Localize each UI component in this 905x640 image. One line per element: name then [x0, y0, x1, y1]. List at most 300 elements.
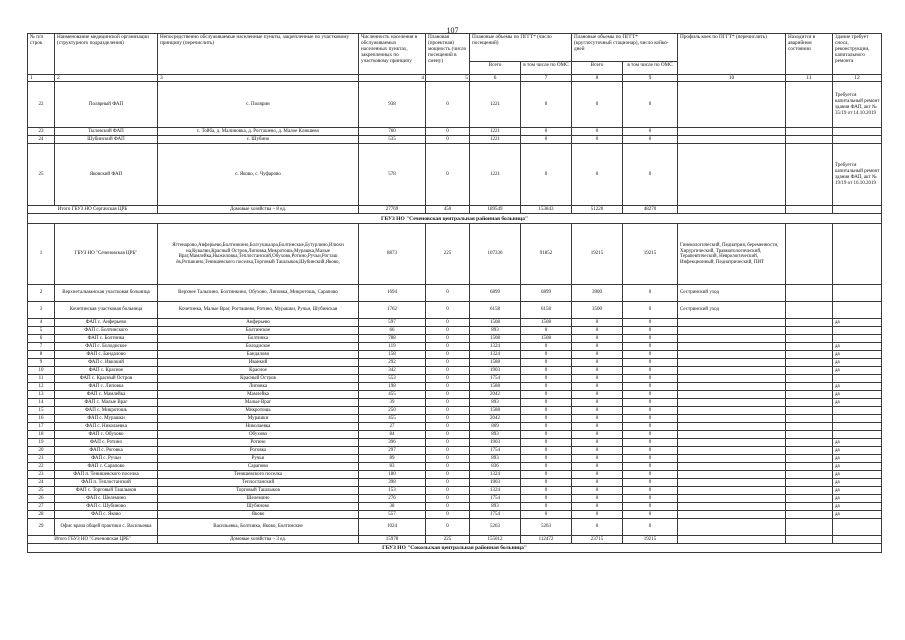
header-emergency: Находится в аварийном состоянии: [786, 34, 833, 75]
total-visits: 155012: [470, 536, 521, 544]
table-row: [28, 439, 882, 447]
visits-oms: 6158: [521, 302, 572, 319]
capacity: 0: [426, 495, 470, 503]
bed-profile: [678, 479, 786, 487]
visits-total: 893: [470, 327, 521, 335]
bed-days-total: 0: [572, 415, 623, 423]
emergency-status: [786, 439, 833, 447]
emergency-status: [786, 144, 833, 206]
service-areas: Микротошь: [158, 407, 359, 415]
service-areas: Ягтенарово,Анферьево,Болтинкино,Болгушкалра,Болтинские,Бутурлино,Илюхи на,Кувалии,Красный Остров,Липовка,Микротошь,Мурашка,Малые Враг,Мамлейка,Ныжиловка,Теплостанский,Обухово,Ротино,Ручьи,Рогташ ёв,Ротшкино,Тенишевского поселка,Торговый Ташлыков,Шубинский,Яково,: [158, 224, 359, 285]
emergency-status: [786, 463, 833, 471]
visits-total: 1588: [470, 359, 521, 367]
header-bed-days-volume: Плановые объемы по ПГГТ* (круглосуточный стационар), число койко-дней: [572, 34, 678, 62]
emergency-status: [786, 415, 833, 423]
facilities-table: [27, 33, 882, 553]
bed-days-oms: 0: [623, 479, 678, 487]
row-number: 21: [28, 455, 55, 463]
population: 455: [359, 415, 426, 423]
bed-days-total: 0: [572, 407, 623, 415]
total-population: 27769: [359, 206, 426, 214]
visits-oms: 0: [521, 439, 572, 447]
capacity: 0: [426, 319, 470, 327]
bed-days-oms: 0: [623, 463, 678, 471]
emergency-status: [786, 423, 833, 431]
service-areas: Анферьево: [158, 319, 359, 327]
total-bed-days: 23715: [572, 536, 623, 544]
capacity: 0: [426, 383, 470, 391]
bed-days-total: 0: [572, 447, 623, 455]
population: 553: [359, 375, 426, 383]
repair-status: [833, 375, 882, 383]
facility-name: ФАП с. Ручьи: [55, 455, 158, 463]
total-row: [28, 536, 882, 544]
facility-name: ФАП п. Теплостанский: [55, 479, 158, 487]
emergency-status: [786, 479, 833, 487]
bed-profile: [678, 511, 786, 519]
facility-name: ФАП с. Микротошь: [55, 407, 158, 415]
column-number: 11: [786, 75, 833, 82]
repair-status: да: [833, 455, 882, 463]
visits-total: 2042: [470, 415, 521, 423]
capacity: 0: [426, 302, 470, 319]
bed-profile: [678, 439, 786, 447]
service-areas: Шелемино: [158, 495, 359, 503]
bed-days-total: 0: [572, 391, 623, 399]
facility-name: ФАП с. Шелемино: [55, 495, 158, 503]
capacity: 0: [426, 503, 470, 511]
repair-status: [833, 431, 882, 439]
population: 535: [359, 136, 426, 144]
table-row: [28, 503, 882, 511]
emergency-status: [786, 391, 833, 399]
emergency-status: [786, 319, 833, 327]
column-number: 2: [55, 75, 158, 82]
capacity: 225: [426, 224, 470, 285]
facility-name: ФАП с. Торговый Ташлыков: [55, 487, 158, 495]
row-number: 11: [28, 375, 55, 383]
service-areas: Малые Враг: [158, 399, 359, 407]
population: 158: [359, 351, 426, 359]
population: 597: [359, 319, 426, 327]
total-visits-oms: 153843: [521, 206, 572, 214]
capacity: 0: [426, 431, 470, 439]
emergency-status: [786, 407, 833, 415]
population: 153: [359, 487, 426, 495]
bed-days-oms: 0: [623, 327, 678, 335]
table-row: [28, 82, 882, 128]
visits-oms: 1508: [521, 319, 572, 327]
facility-name: ГБУЗ НО "Сеченовская ЦРБ": [55, 224, 158, 285]
visits-oms: 0: [521, 351, 572, 359]
capacity: 0: [426, 343, 470, 351]
bed-days-total: 0: [572, 519, 623, 536]
bed-days-oms: 0: [623, 375, 678, 383]
visits-oms: 0: [521, 423, 572, 431]
emergency-status: [786, 471, 833, 479]
service-areas: Торговый Ташлыков: [158, 487, 359, 495]
service-areas: Васильевка, Болтинка, Яково, Болтинские: [158, 519, 359, 536]
header-visits-oms: в том числе по ОМС: [521, 62, 572, 75]
facility-name: ФАП с. Болтинка: [55, 335, 158, 343]
facility-name: ФАП с. Сарапово: [55, 463, 158, 471]
population: 39: [359, 399, 426, 407]
emergency-status: [786, 136, 833, 144]
bed-profile: [678, 359, 786, 367]
bed-days-oms: 0: [623, 285, 678, 302]
row-number: 24: [28, 136, 55, 144]
service-areas: Мурашки: [158, 415, 359, 423]
bed-days-oms: 0: [623, 367, 678, 375]
table-row: [28, 423, 882, 431]
column-number: 12: [833, 75, 882, 82]
facility-name: Офис врача общей практики с. Васильевка: [55, 519, 158, 536]
column-number: 10: [678, 75, 786, 82]
facility-name: ФАП с. Мамлейка: [55, 391, 158, 399]
repair-status: да: [833, 503, 882, 511]
repair-status: [833, 327, 882, 335]
row-number: 4: [28, 319, 55, 327]
bed-days-total: 0: [572, 319, 623, 327]
bed-days-total: 0: [572, 383, 623, 391]
population: 119: [359, 343, 426, 351]
bed-profile: [678, 383, 786, 391]
bed-profile: [678, 399, 786, 407]
row-number: 5: [28, 327, 55, 335]
row-number: 24: [28, 479, 55, 487]
bed-days-oms: 0: [623, 144, 678, 206]
bed-days-total: 0: [572, 495, 623, 503]
column-number: 4: [359, 75, 426, 82]
bed-days-total: 0: [572, 479, 623, 487]
total-capacity: 225: [426, 536, 470, 544]
column-number: 7: [521, 75, 572, 82]
bed-profile: [678, 495, 786, 503]
service-areas: Тенишевского поселка: [158, 471, 359, 479]
repair-status: да: [833, 511, 882, 519]
visits-oms: 0: [521, 144, 572, 206]
table-row: [28, 495, 882, 503]
visits-oms: 0: [521, 359, 572, 367]
row-number: 10: [28, 367, 55, 375]
visits-oms: 0: [521, 511, 572, 519]
repair-status: [833, 415, 882, 423]
bed-profile: [678, 447, 786, 455]
bed-days-oms: 0: [623, 319, 678, 327]
bed-days-total: 0: [572, 463, 623, 471]
bed-days-oms: 0: [623, 343, 678, 351]
bed-days-total: 0: [572, 327, 623, 335]
visits-total: 1903: [470, 479, 521, 487]
service-areas: с. Шубино: [158, 136, 359, 144]
visits-total: 1221: [470, 136, 521, 144]
column-number: 6: [470, 75, 521, 82]
facility-name: ФАП с. Роговка: [55, 447, 158, 455]
capacity: 0: [426, 423, 470, 431]
bed-profile: [678, 82, 786, 128]
visits-oms: 0: [521, 407, 572, 415]
bed-days-oms: 0: [623, 136, 678, 144]
visits-total: 1221: [470, 128, 521, 136]
repair-status: [833, 335, 882, 343]
table-row: [28, 359, 882, 367]
capacity: 0: [426, 375, 470, 383]
bed-days-oms: 0: [623, 511, 678, 519]
capacity: 0: [426, 479, 470, 487]
section-title: ГБУЗ НО "Сеченовская центральная районная больница": [28, 214, 882, 224]
bed-days-oms: 0: [623, 431, 678, 439]
header-population: Численность населения в обслуживаемых населенных пунктах, закрепленных по участковому принципу: [359, 34, 426, 75]
capacity: 0: [426, 415, 470, 423]
visits-total: 107336: [470, 224, 521, 285]
repair-status: да: [833, 479, 882, 487]
header-visits-total: Всего: [470, 62, 521, 75]
repair-status: да: [833, 471, 882, 479]
table-row: [28, 302, 882, 319]
emergency-status: [786, 343, 833, 351]
emergency-status: [786, 431, 833, 439]
service-areas: Шубиново: [158, 503, 359, 511]
bed-profile: [678, 471, 786, 479]
table-row: [28, 407, 882, 415]
visits-total: 1508: [470, 335, 521, 343]
population: 198: [359, 383, 426, 391]
bed-days-total: 0: [572, 487, 623, 495]
row-number: 27: [28, 503, 55, 511]
capacity: 0: [426, 359, 470, 367]
bed-days-oms: 19215: [623, 224, 678, 285]
facility-name: ФАП с. Красный Остров: [55, 375, 158, 383]
column-number: 1: [28, 75, 55, 82]
capacity: 0: [426, 439, 470, 447]
row-number: 23: [28, 471, 55, 479]
population: 8873: [359, 224, 426, 285]
row-number: 25: [28, 487, 55, 495]
bed-days-oms: 0: [623, 503, 678, 511]
facility-name: ФАП с. Липовка: [55, 383, 158, 391]
table-row: [28, 144, 882, 206]
visits-oms: 0: [521, 487, 572, 495]
visits-oms: 0: [521, 375, 572, 383]
visits-oms: 0: [521, 471, 572, 479]
repair-status: Требуется капитальный ремонт здания ФАП, акт № 35/19 от 14.10.2019: [833, 82, 882, 128]
bed-profile: [678, 487, 786, 495]
repair-status: да: [833, 343, 882, 351]
repair-status: да: [833, 495, 882, 503]
capacity: 0: [426, 285, 470, 302]
total-empty: [833, 536, 882, 544]
row-number: 16: [28, 415, 55, 423]
visits-oms: 0: [521, 399, 572, 407]
row-number: 3: [28, 302, 55, 319]
emergency-status: [786, 375, 833, 383]
population: 557: [359, 511, 426, 519]
service-areas: Красный Остров: [158, 375, 359, 383]
population: 578: [359, 144, 426, 206]
bed-profile: [678, 351, 786, 359]
bed-profile: [678, 375, 786, 383]
page-number: 107: [446, 26, 459, 35]
service-areas: Верхнее Талызино, Болтинкино, Обухово, Липовка, Микротошь, Сарапово: [158, 285, 359, 302]
row-number: 15: [28, 407, 55, 415]
bed-days-oms: 0: [623, 423, 678, 431]
visits-total: 836: [470, 463, 521, 471]
bed-days-oms: 0: [623, 335, 678, 343]
capacity: 0: [426, 144, 470, 206]
facility-name: Тыловский ФАП: [55, 128, 158, 136]
emergency-status: [786, 327, 833, 335]
row-number: 9: [28, 359, 55, 367]
service-areas: Роговка: [158, 447, 359, 455]
emergency-status: [786, 447, 833, 455]
capacity: 0: [426, 511, 470, 519]
visits-oms: 0: [521, 343, 572, 351]
capacity: 0: [426, 128, 470, 136]
population: 297: [359, 447, 426, 455]
visits-oms: 0: [521, 479, 572, 487]
capacity: 0: [426, 391, 470, 399]
visits-oms: 0: [521, 128, 572, 136]
bed-days-oms: 0: [623, 399, 678, 407]
bed-days-oms: 0: [623, 471, 678, 479]
repair-status: да: [833, 319, 882, 327]
repair-status: [833, 128, 882, 136]
bed-profile: [678, 327, 786, 335]
bed-days-oms: 0: [623, 391, 678, 399]
bed-days-oms: 0: [623, 359, 678, 367]
population: 180: [359, 471, 426, 479]
total-households: Домовые хозяйства – 3 ед.: [158, 536, 359, 544]
population: 38: [359, 503, 426, 511]
population: 788: [359, 335, 426, 343]
table-row: [28, 335, 882, 343]
emergency-status: [786, 519, 833, 536]
visits-total: 869: [470, 423, 521, 431]
section-title-row: [28, 214, 882, 224]
row-number: 26: [28, 495, 55, 503]
visits-oms: 0: [521, 391, 572, 399]
table-row: [28, 487, 882, 495]
row-number: 22: [28, 82, 55, 128]
capacity: 0: [426, 487, 470, 495]
service-areas: Ручьи: [158, 455, 359, 463]
repair-status: да: [833, 359, 882, 367]
bed-days-total: 0: [572, 82, 623, 128]
header-name: Наименование медицинской организации (структурного подразделения): [55, 34, 158, 75]
table-row: [28, 375, 882, 383]
bed-days-total: 0: [572, 431, 623, 439]
table-row: [28, 351, 882, 359]
visits-total: 1508: [470, 319, 521, 327]
service-areas: с. Полярин: [158, 82, 359, 128]
table-row: [28, 511, 882, 519]
row-number: 20: [28, 447, 55, 455]
bed-days-total: 0: [572, 471, 623, 479]
capacity: 0: [426, 327, 470, 335]
visits-total: 1588: [470, 383, 521, 391]
total-visits: 189549: [470, 206, 521, 214]
repair-status: [833, 136, 882, 144]
table-row: [28, 519, 882, 536]
repair-status: [833, 302, 882, 319]
bed-profile: [678, 335, 786, 343]
total-empty: [678, 536, 786, 544]
emergency-status: [786, 487, 833, 495]
visits-oms: 1508: [521, 335, 572, 343]
visits-oms: 6899: [521, 285, 572, 302]
bed-days-total: 19215: [572, 224, 623, 285]
table-row: [28, 455, 882, 463]
service-areas: Ротино: [158, 439, 359, 447]
bed-profile: [678, 431, 786, 439]
population: 1762: [359, 302, 426, 319]
column-number: 9: [623, 75, 678, 82]
bed-profile: [678, 319, 786, 327]
emergency-status: [786, 224, 833, 285]
population: 66: [359, 327, 426, 335]
repair-status: да: [833, 487, 882, 495]
repair-status: Требуется капитальный ремонт здания ФАП, акт № 19/19 от 16.10.2019: [833, 144, 882, 206]
row-number: 22: [28, 463, 55, 471]
repair-status: да: [833, 367, 882, 375]
visits-total: 1754: [470, 495, 521, 503]
bed-days-oms: 0: [623, 383, 678, 391]
visits-total: 1221: [470, 144, 521, 206]
row-number: 28: [28, 511, 55, 519]
emergency-status: [786, 359, 833, 367]
visits-total: 1324: [470, 471, 521, 479]
bed-days-oms: 0: [623, 455, 678, 463]
visits-total: 1754: [470, 375, 521, 383]
capacity: 0: [426, 447, 470, 455]
visits-oms: 0: [521, 495, 572, 503]
visits-oms: 5263: [521, 519, 572, 536]
service-areas: Обухово: [158, 431, 359, 439]
population: 938: [359, 82, 426, 128]
emergency-status: [786, 302, 833, 319]
header-visits-volume: Плановые объемы по ПГГТ* (число посещений): [470, 34, 572, 62]
bed-profile: Сестринский уход: [678, 285, 786, 302]
table-row: [28, 399, 882, 407]
population: 455: [359, 391, 426, 399]
emergency-status: [786, 399, 833, 407]
service-areas: Красное: [158, 367, 359, 375]
visits-total: 1324: [470, 351, 521, 359]
header-bed-days-oms: в том числе по ОМС: [623, 62, 678, 75]
visits-oms: 0: [521, 463, 572, 471]
population: 1024: [359, 519, 426, 536]
total-bed-days: 51220: [572, 206, 623, 214]
total-empty: [678, 206, 786, 214]
population: 84: [359, 431, 426, 439]
facility-name: ФАП с. Мурашки: [55, 415, 158, 423]
capacity: 0: [426, 136, 470, 144]
row-number: 14: [28, 399, 55, 407]
service-areas: с. Тойба, д. Малиновка, д. Рогташево, д. Малое Клюшево: [158, 128, 359, 136]
row-number: 17: [28, 423, 55, 431]
bed-days-total: 0: [572, 503, 623, 511]
header-bed-profile: Профиль коек по ПГГТ* (перечислить): [678, 34, 786, 75]
capacity: 0: [426, 407, 470, 415]
bed-days-oms: 0: [623, 302, 678, 319]
bed-profile: [678, 423, 786, 431]
header-areas: Непосредственно обслуживаемые населенные пункты, закрепленные по участковому принципу (перечислить): [158, 34, 359, 75]
emergency-status: [786, 495, 833, 503]
visits-oms: 0: [521, 455, 572, 463]
table-row: [28, 391, 882, 399]
bed-days-total: 0: [572, 351, 623, 359]
bed-days-total: 0: [572, 375, 623, 383]
